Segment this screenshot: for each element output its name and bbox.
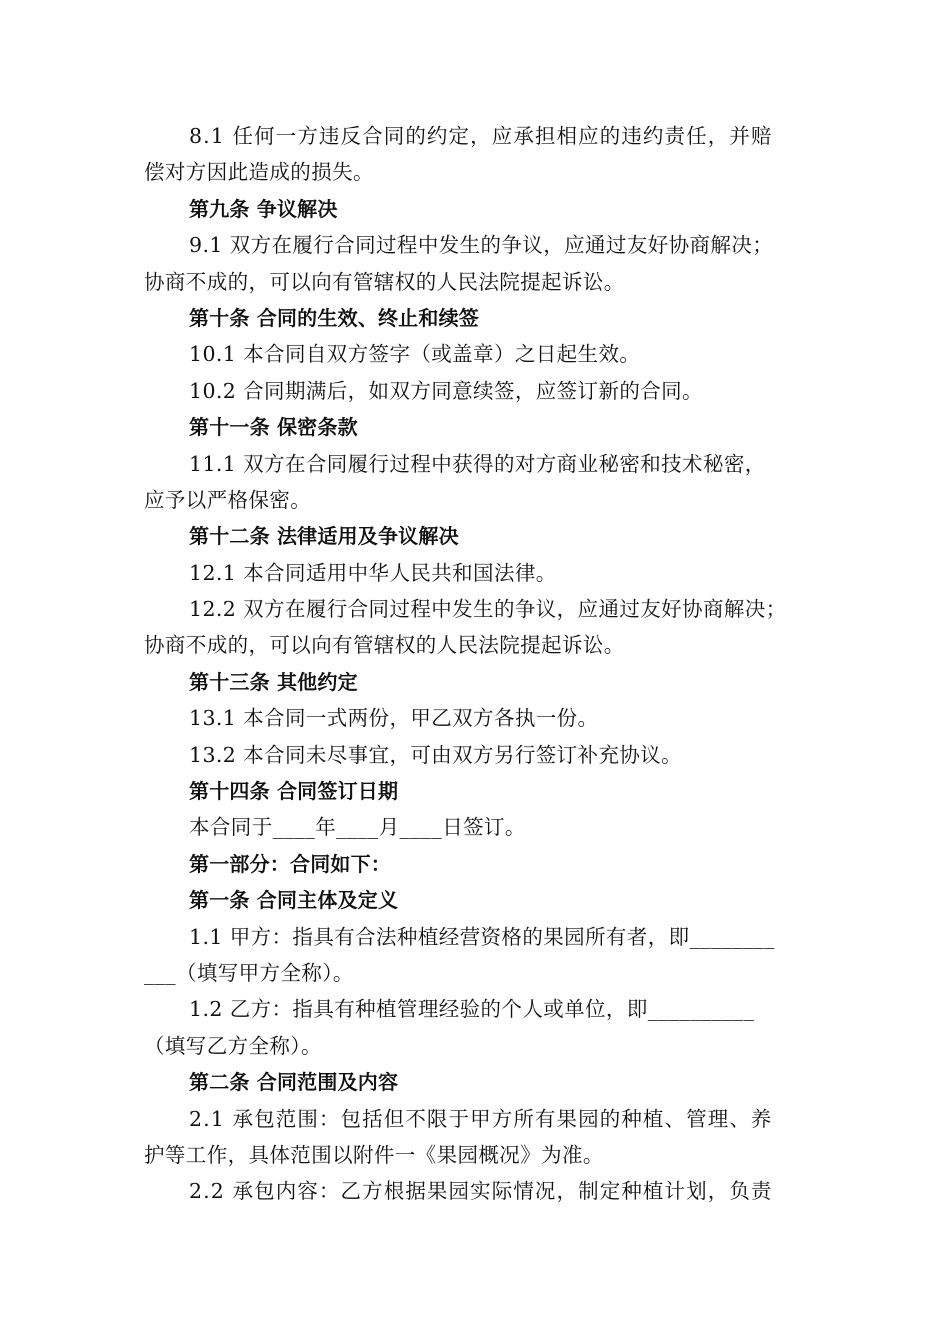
clause-8-1-continuation: 偿对方因此造成的损失。 <box>144 160 374 185</box>
clause-12-2-continuation: 协商不成的，可以向有管辖权的人民法院提起诉讼。 <box>144 633 625 658</box>
clause-8-1-text: 8.1 任何一方违反合同的约定，应承担相应的违约责任，并赔 <box>189 124 773 148</box>
clause-13-1-text: 13.1 本合同一式两份，甲乙双方各执一份。 <box>189 706 599 731</box>
article-14-heading: 第十四条 合同签订日期 <box>189 779 399 804</box>
clause-13-2-text: 13.2 本合同未尽事宜，可由双方另行签订补充协议。 <box>189 742 683 767</box>
article-2-heading: 第二条 合同范围及内容 <box>189 1070 399 1095</box>
clause-9-1-continuation: 协商不成的，可以向有管辖权的人民法院提起诉讼。 <box>144 269 625 294</box>
clause-2-1-continuation: 护等工作，具体范围以附件一《果园概况》为准。 <box>144 1142 604 1167</box>
signing-date-line: 本合同于____年____月____日签订。 <box>189 815 526 840</box>
clause-1-1-text: 1.1 甲方：指具有合法种植经营资格的果园所有者，即________ <box>189 924 775 949</box>
contract-body <box>144 118 812 1210</box>
clause-12-1-text: 12.1 本合同适用中华人民共和国法律。 <box>189 560 557 585</box>
clause-1-1-continuation: ___（填写甲方全称）。 <box>144 960 354 985</box>
article-12-heading: 第十二条 法律适用及争议解决 <box>189 524 459 549</box>
clause-1-2-continuation: （填写乙方全称）。 <box>144 1033 322 1058</box>
clause-10-1-text: 10.1 本合同自双方签字（或盖章）之日起生效。 <box>189 342 641 367</box>
clause-10-2-text: 10.2 合同期满后，如双方同意续签，应签订新的合同。 <box>189 378 703 403</box>
clause-11-1-continuation: 应予以严格保密。 <box>144 487 312 512</box>
article-11-heading: 第十一条 保密条款 <box>189 415 358 440</box>
clause-2-1-text: 2.1 承包范围：包括但不限于甲方所有果园的种植、管理、养 <box>189 1106 773 1131</box>
article-1-heading: 第一条 合同主体及定义 <box>189 888 399 913</box>
clause-12-2-text: 12.2 双方在履行合同过程中发生的争议，应通过友好协商解决； <box>189 597 787 622</box>
clause-2-2-text: 2.2 承包内容：乙方根据果园实际情况，制定种植计划，负责 <box>189 1179 773 1204</box>
clause-1-2-text: 1.2 乙方：指具有种植管理经验的个人或单位，即__________ <box>189 997 755 1022</box>
article-10-heading: 第十条 合同的生效、终止和续签 <box>189 305 479 330</box>
clause-11-1-text: 11.1 双方在合同履行过程中获得的对方商业秘密和技术秘密， <box>189 451 766 476</box>
clause-9-1-text: 9.1 双方在履行合同过程中发生的争议，应通过友好协商解决； <box>189 233 774 258</box>
article-13-heading: 第十三条 其他约定 <box>189 669 358 694</box>
part-1-heading: 第一部分：合同如下： <box>189 851 391 876</box>
article-9-heading: 第九条 争议解决 <box>189 196 338 221</box>
